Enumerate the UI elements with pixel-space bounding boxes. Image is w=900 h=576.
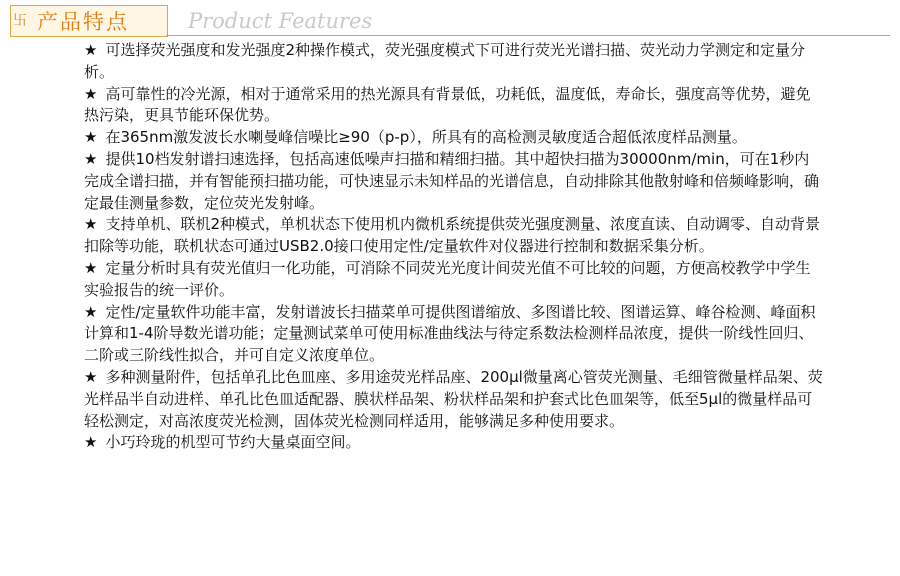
star-bullet-icon: ★ [84,84,98,103]
feature-list [84,40,824,454]
feature-text: 定量分析时具有荧光值归一化功能，可消除不同荧光光度计间荧光值不可比较的问题，方便高校教学中学生实验报告的统一评价。 [84,258,811,299]
star-bullet-icon: ★ [84,215,98,234]
feature-item [84,40,824,84]
feature-item [84,127,824,149]
feature-text: 支持单机、联机2种模式，单机状态下使用机内微机系统提供荧光强度测量、浓度直读、自动调零、自动背景扣除等功能，联机状态可通过USB2.0接口使用定性/定量软件对仪器进行控制和数据采集分析。 [84,215,821,256]
star-bullet-icon: ★ [84,433,98,452]
section-header [10,4,890,40]
feature-item [84,149,824,214]
star-bullet-icon: ★ [84,41,98,59]
star-bullet-icon: ★ [84,258,98,277]
feature-text: 可选择荧光强度和发光强度2种操作模式，荧光强度模式下可进行荧光光谱扫描、荧光动力学测定和定量分析。 [84,41,806,81]
feature-item [84,302,824,367]
star-bullet-icon: ★ [84,128,98,147]
feature-item [84,214,824,258]
feature-item [84,432,824,454]
feature-item [84,258,824,302]
star-bullet-icon: ★ [84,302,98,321]
feature-text: 小巧玲珑的机型可节约大量桌面空间。 [105,433,361,452]
title-box [10,5,168,37]
feature-item [84,367,824,432]
star-bullet-icon: ★ [84,149,98,168]
feature-text: 多种测量附件，包括单孔比色皿座、多用途荧光样品座、200μl微量离心管荧光测量、毛细管微量样品架、荧光样品半自动进样、单孔比色皿适配器、膜状样品架、粉状样品架和护套式比色皿架等，低至5μl的微量样品可轻松测定，对高浓度荧光检测，固体荧光检测同样适用，能够满足多种使用要求。 [84,367,823,430]
section-title-english: Product Features [188,9,373,33]
section-title: 产品特点 [37,10,129,34]
feature-text: 在365nm激发波长水喇曼峰信噪比≥90（p-p），所具有的高检测灵敏度适合超低浓度样品测量。 [105,128,747,147]
star-bullet-icon: ★ [84,367,98,386]
corner-ornament-icon: 卐 [13,13,27,29]
feature-text: 定性/定量软件功能丰富，发射谱波长扫描菜单可提供图谱缩放、多图谱比较、图谱运算、峰谷检测、峰面积计算和1-4阶导数光谱功能；定量测试菜单可使用标准曲线法与待定系数法检测样品浓度，提供一阶线性回归、二阶或三阶线性拟合，并可自定义浓度单位。 [84,302,816,365]
feature-item [84,84,824,128]
feature-text: 高可靠性的冷光源，相对于通常采用的热光源具有背景低，功耗低，温度低，寿命长，强度高等优势，避免热污染，更具节能环保优势。 [84,84,811,125]
feature-text: 提供10档发射谱扫速选择，包括高速低噪声扫描和精细扫描。其中超快扫描为30000nm/min，可在1秒内完成全谱扫描，并有智能预扫描功能，可快速显示未知样品的光谱信息，自动排除其他散射峰和倍频峰影响，确定最佳测量参数，定位荧光发射峰。 [84,149,820,212]
